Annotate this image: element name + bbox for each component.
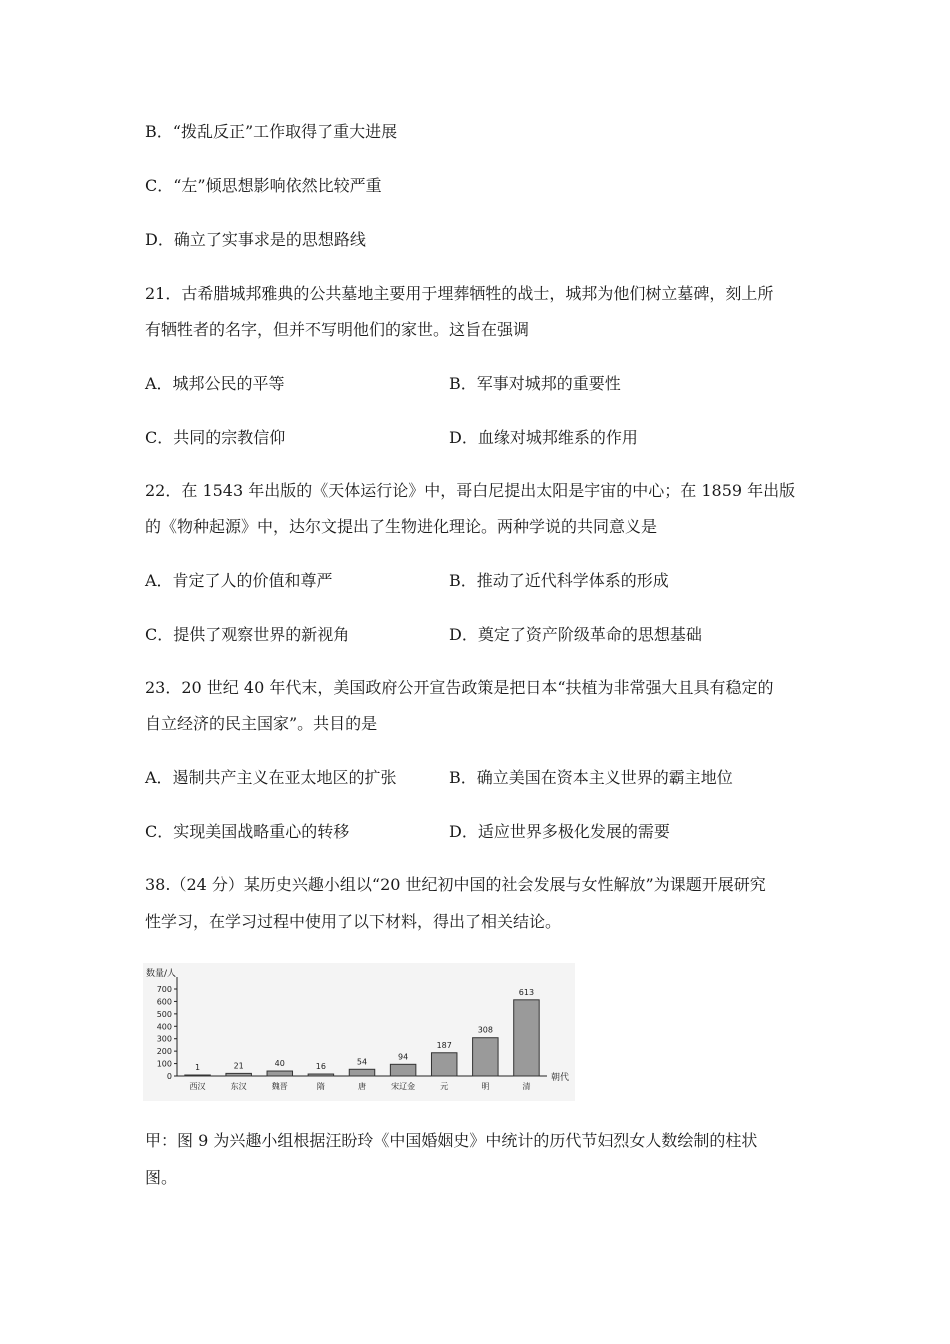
q20-option-c: C．“左”倾思想影响依然比较严重: [145, 176, 382, 195]
q38-stem-line1: 38.（24 分）某历史兴趣小组以“20 世纪初中国的社会发展与女性解放”为课题开展研究: [145, 875, 766, 894]
chart-bar: [349, 1069, 374, 1076]
q23-option-a: A．遏制共产主义在亚太地区的扩张: [145, 768, 397, 787]
chart-category-label: 唐: [358, 1082, 366, 1091]
chart-bar: [267, 1071, 292, 1076]
chart-y-tick-label: 700: [156, 985, 172, 994]
chart-y-tick-label: 300: [156, 1034, 172, 1044]
chart-bar: [308, 1074, 333, 1076]
q21-stem-line1: 21．古希腊城邦雅典的公共墓地主要用于埋葬牺牲的战士，城邦为他们树立墓碑，刻上所: [145, 284, 774, 303]
chart-category-label: 清: [522, 1082, 531, 1091]
chart-bar: [185, 1075, 210, 1076]
q38-stem-line2: 性学习，在学习过程中使用了以下材料，得出了相关结论。: [145, 912, 562, 931]
q21-option-a: A．城邦公民的平等: [145, 374, 285, 393]
chart-bar: [514, 1000, 539, 1076]
q21-stem-line2: 有牺牲者的名字，但并不写明他们的家世。这旨在强调: [145, 320, 530, 339]
q22-stem-line2: 的《物种起源》中，达尔文提出了生物进化理论。两种学说的共同意义是: [145, 517, 658, 536]
chart-y-tick-label: 500: [156, 1009, 172, 1019]
chart-category-label: 隋: [316, 1082, 325, 1091]
q21-option-d: D．血缘对城邦维系的作用: [449, 428, 638, 447]
chart-category-label: 宋辽金: [391, 1082, 416, 1091]
chart-bar: [226, 1073, 251, 1076]
chart-value-label: 187: [436, 1040, 452, 1050]
q22-option-c: C．提供了观察世界的新视角: [145, 625, 350, 644]
chart-category-label: 东汉: [230, 1082, 247, 1091]
chart-y-tick-label: 0: [166, 1072, 172, 1081]
chart-value-label: 54: [356, 1057, 368, 1067]
chart-bar: [431, 1053, 456, 1076]
chart-x-axis-label: 朝代: [551, 1073, 570, 1083]
q22-option-d: D．奠定了资产阶级革命的思想基础: [449, 625, 702, 644]
q21-option-c: C．共同的宗教信仰: [145, 428, 286, 447]
chart-y-tick-label: 400: [156, 1022, 172, 1032]
q23-option-c: C．实现美国战略重心的转移: [145, 822, 350, 841]
q22-option-a: A．肯定了人的价值和尊严: [145, 571, 333, 590]
chart-y-tick-label: 100: [156, 1059, 172, 1069]
bar-chart: [143, 963, 575, 1101]
q38-caption-line2: 图。: [145, 1168, 178, 1187]
chart-y-axis-label: 数量/人: [146, 969, 177, 979]
chart-value-label: 94: [398, 1052, 409, 1062]
chart-value-label: 613: [518, 987, 535, 997]
chart-category-label: 魏晋: [271, 1082, 288, 1091]
q23-stem-line2: 自立经济的民主国家”。共目的是: [145, 714, 378, 733]
q23-option-b: B．确立美国在资本主义世界的霸主地位: [449, 768, 733, 787]
q22-stem-line1: 22．在 1543 年出版的《天体运行论》中，哥白尼提出太阳是宇宙的中心；在 1859 年出版: [145, 481, 796, 500]
chart-bar: [473, 1038, 498, 1076]
chart-value-label: 21: [233, 1061, 244, 1071]
chart-y-tick-label: 600: [156, 997, 172, 1007]
q20-option-b: B．“拨乱反正”工作取得了重大进展: [145, 122, 398, 141]
bar-chart-figure: [143, 963, 575, 1101]
q23-stem-line1: 23．20 世纪 40 年代末，美国政府公开宣告政策是把日本“扶植为非常强大且具有稳定的: [145, 678, 774, 697]
chart-y-tick-label: 200: [156, 1047, 172, 1057]
q21-option-b: B．军事对城邦的重要性: [449, 374, 621, 393]
chart-value-label: 1: [195, 1063, 201, 1072]
q20-option-d: D．确立了实事求是的思想路线: [145, 230, 366, 249]
chart-value-label: 16: [315, 1062, 326, 1072]
chart-bar: [390, 1064, 415, 1076]
q22-option-b: B．推动了近代科学体系的形成: [449, 571, 669, 590]
chart-value-label: 308: [477, 1025, 493, 1035]
chart-category-label: 明: [481, 1082, 490, 1091]
chart-value-label: 40: [274, 1059, 285, 1069]
chart-category-label: 西汉: [189, 1082, 206, 1091]
q38-caption-line1: 甲：图 9 为兴趣小组根据汪盼玲《中国婚姻史》中统计的历代节妇烈女人数绘制的柱状: [145, 1131, 758, 1150]
chart-category-label: 元: [440, 1082, 449, 1091]
q23-option-d: D．适应世界多极化发展的需要: [449, 822, 670, 841]
